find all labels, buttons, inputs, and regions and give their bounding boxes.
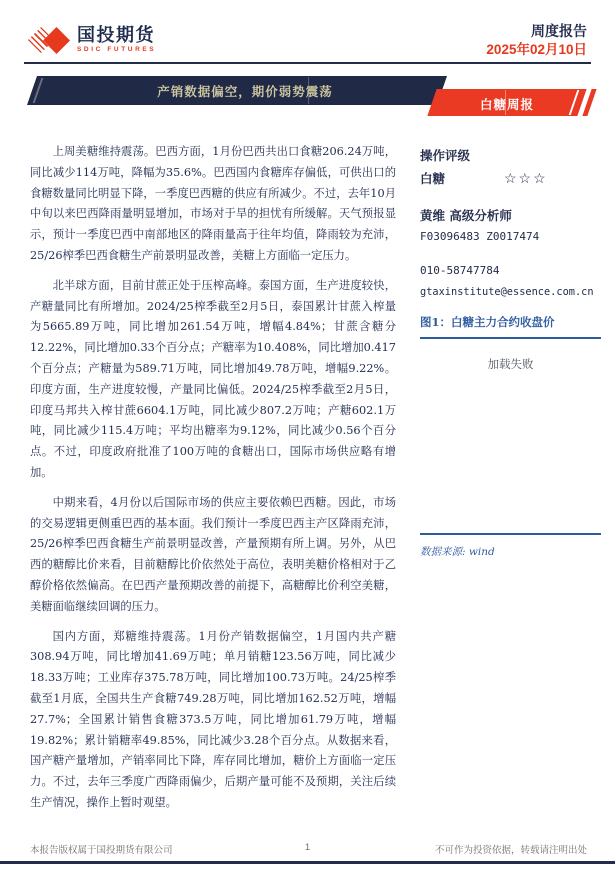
rating-section-title: 操作评级 (420, 148, 471, 163)
brand-name: 国投期货 (77, 25, 155, 46)
brand-logo (28, 25, 156, 55)
report-headline: 产销数据偏空，期价弱势震荡 (157, 85, 333, 99)
rating-instrument: 白糖 (420, 171, 446, 186)
chart-load-failed-text: 加载失败 (487, 357, 534, 371)
report-date: 2025年02月10日 (486, 41, 587, 57)
figure-chart-area (420, 336, 601, 534)
contact-email-link[interactable]: gtaxinstitute@essence.com.cn (420, 286, 594, 298)
body-paragraph: 上周美糖维持震荡。巴西方面，1月份巴西共出口食糖206.24万吨，同比减少114万吨，降幅为35.6%。巴西国内食糖库存偏低，可供出口的食糖数量同比明显下降，一季度巴西糖的供应有所减少。不过，去年10月中旬以来巴西降雨量明显增加，市场对于旱的担忧有所缓解。天气预报显示，预计一季度巴西中南部地区的降雨量高于往年均值，降雨较为充沛，25/26榨季巴西食糖生产前景明显改善，美糖上方面临一定压力。 (30, 145, 396, 262)
figure-caption: 图1：白糖主力合约收盘价 (420, 314, 601, 339)
report-type-label: 周度报告 (531, 23, 587, 39)
footer-divider (0, 861, 615, 864)
body-paragraph: 中期来看，4月份以后国际市场的供应主要依赖巴西糖。因此，市场的交易逻辑更侧重巴西的基本面。我们预计一季度巴西主产区降雨充沛，25/26榨季巴西食糖生产前景明显改善，产量预期有所上调。另外，从巴西的糖醇比价来看，目前糖醇比价依然处于高位，表明美糖价格相对于乙醇价格依然偏高。在巴西产量预期改善的前提下，高糖醇比价利空美糖，美糖面临继续回调的压力。 (30, 495, 396, 613)
rating-row (420, 169, 601, 187)
body-paragraph: 北半球方面，目前甘蔗正处于压榨高峰。泰国方面，生产进度较快，产糖量同比有所增加。2024/25榨季截至2月5日，泰国累计甘蔗入榨量为5665.89万吨，同比增加261.54万吨，增幅4.84%；甘蔗含糖分12.22%，同比增加0.33个百分点；产糖率为10.408%，同比增加0.417个百分点；产糖量为589.71万吨，同比增加49.78万吨，增幅9.22%。印度方面，生产进度较慢，产量同比偏低。2024/25榨季截至2月5日，印度马邦共入榨甘蔗6604.1万吨，同比减少807.2万吨；产糖602.1万吨，同比减少115.4万吨；平均出糖率为9.12%，同比减少0.56个百分点。不过，印度政府批准了100万吨的食糖出口，国际市场供应略有增加。 (30, 278, 396, 479)
report-category-label: 白糖周报 (479, 98, 534, 112)
footer-disclaimer: 不可作为投资依据，转载请注明出处 (434, 845, 587, 856)
figure-bottom-divider (420, 533, 601, 535)
analyst-name: 黄维 高级分析师 (420, 208, 512, 223)
report-body (30, 142, 396, 823)
header-divider (24, 62, 591, 64)
rating-stars-icon: ☆☆☆ (504, 169, 548, 186)
body-paragraph: 国内方面，郑糖维持震荡。1月份产销数据偏空，1月国内共产糖308.94万吨，同比增加41.69万吨；单月销糖123.56万吨，同比减少18.33万吨；工业库存375.78万吨，同比增加100.73万吨。24/25榨季截至1月底，全国共生产食糖749.28万吨，同比增加162.52万吨，增幅27.7%；全国累计销售食糖373.5万吨，同比增加61.79万吨，增幅19.82%；累计销糖率49.85%，同比减少3.28个百分点。从数据来看，国产糖产量增加，产销率同比下降，库存同比增加，糖价上方面临一定压力。不过，去年三季度广西降雨偏少，后期产量可能不及预期，关注后续生产情况，操作上暂时观望。 (30, 629, 396, 809)
brand-subtitle: SDIC FUTURES (77, 46, 157, 54)
contact-phone: 010-58747784 (420, 264, 500, 277)
data-source-note: 数据来源: wind (420, 546, 495, 558)
analyst-license-ids: F03096483 Z0017474 (420, 230, 540, 243)
footer-copyright: 本报告版权属于国投期货有限公司 (30, 845, 173, 856)
page-number: 1 (304, 842, 311, 853)
brand-logo-icon (28, 25, 70, 55)
